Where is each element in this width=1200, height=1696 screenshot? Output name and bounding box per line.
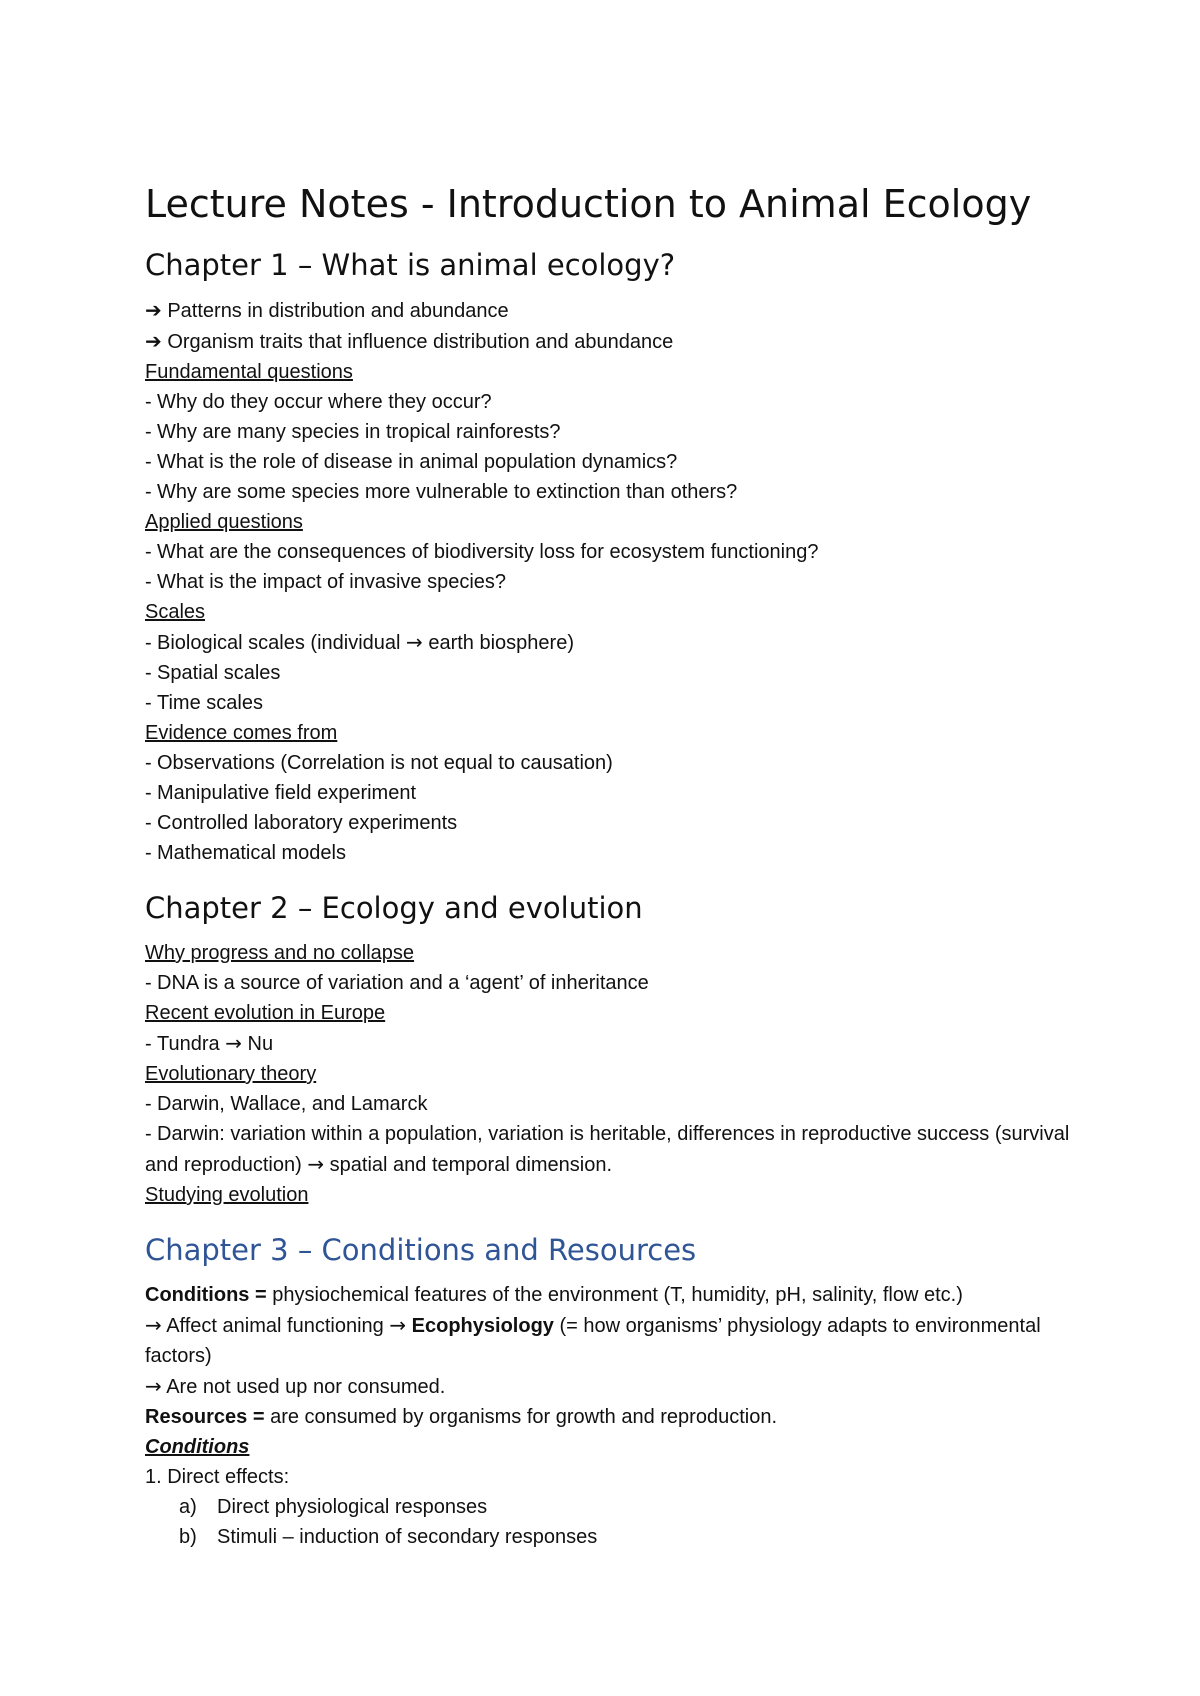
intro-line-1 [145,295,1105,326]
progress-heading: Why progress and no collapse [145,942,415,964]
dash-marker: - [145,481,152,503]
term: Resources = [145,1406,265,1428]
applied-questions-heading: Applied questions [145,511,303,533]
chapter-3-body [145,1280,1105,1552]
recent-evolution-heading: Recent evolution in Europe [145,1002,386,1024]
list-item-text: Nu [241,1033,274,1055]
direct-effects-line: 1. Direct effects: [145,1466,290,1488]
document-title: Lecture Notes - Introduction to Animal Ecology [145,182,1032,226]
list-item-text: Controlled laboratory experiments [157,812,458,834]
list-item [145,1522,1105,1552]
list-item-text: Biological scales (individual [157,632,407,654]
list-item-text: Spatial scales [157,662,281,684]
list-item [145,537,1105,567]
list-item [145,808,1105,838]
arrow-icon: → [225,1031,242,1055]
dash-marker: - [145,752,152,774]
list-item-text: earth biosphere) [422,632,574,654]
list-item-text: What is the role of disease in animal population dynamics? [157,451,678,473]
definition-text: are consumed by organisms for growth and reproduction. [264,1406,778,1428]
dash-marker: - [145,842,152,864]
list-item-text: Manipulative field experiment [157,782,417,804]
evidence-heading: Evidence comes from [145,722,338,744]
conditions-heading: Conditions [145,1436,250,1458]
dash-marker: - [145,421,152,443]
text: (= how organisms’ physiology adapts to environmental factors) [145,1315,1041,1367]
list-item [145,1119,1105,1180]
list-item [145,1028,1105,1059]
dash-marker: - [145,1123,152,1145]
scales-heading: Scales [145,601,206,623]
list-item-text: Observations (Correlation is not equal to causation) [157,752,613,774]
arrow-icon: → [145,1374,162,1398]
intro-text: Patterns in distribution and abundance [167,300,509,322]
chapter-3-title: Chapter 3 – Conditions and Resources [145,1233,697,1267]
text: Affect animal functioning [161,1315,390,1337]
dash-marker: - [145,692,152,714]
list-item-text: Darwin: variation within a population, variation is heritable, differences in reproductive success (survival and reproduction) [145,1123,1070,1176]
list-item [145,838,1105,868]
list-item [145,447,1105,477]
fundamental-questions-heading: Fundamental questions [145,361,353,383]
list-item-text: Stimuli – induction of secondary responses [217,1526,598,1548]
list-item [145,417,1105,447]
list-item [145,658,1105,688]
definition-text: physiochemical features of the environment (T, humidity, pH, salinity, flow etc.) [266,1284,963,1306]
list-item-text: Why are some species more vulnerable to extinction than others? [157,481,738,503]
dash-marker: - [145,571,152,593]
list-item [145,968,1105,998]
chapter-1-title: Chapter 1 – What is animal ecology? [145,248,676,282]
dash-marker: - [145,391,152,413]
dash-marker: - [145,1093,152,1115]
dash-marker: - [145,1033,152,1055]
list-item-text: spatial and temporal dimension. [324,1154,613,1176]
dash-marker: - [145,451,152,473]
list-item [145,627,1105,658]
list-marker: b) [179,1526,197,1548]
list-item [145,748,1105,778]
list-item [145,387,1105,417]
list-item [145,567,1105,597]
list-item-text: DNA is a source of variation and a ‘agent’ of inheritance [157,972,649,994]
conditions-definition [145,1280,1105,1310]
list-item-text: Tundra [157,1033,226,1055]
list-item-text: Direct physiological responses [217,1496,488,1518]
intro-line-2 [145,326,1105,357]
term: Conditions = [145,1284,267,1306]
dash-marker: - [145,662,152,684]
list-item [145,477,1105,507]
studying-evolution-heading: Studying evolution [145,1184,309,1206]
intro-text: Organism traits that influence distribution and abundance [167,331,674,353]
dash-marker: - [145,972,152,994]
evolutionary-theory-heading: Evolutionary theory [145,1063,317,1085]
affect-line [145,1310,1105,1371]
list-item-text: Darwin, Wallace, and Lamarck [157,1093,428,1115]
list-item-text: Why do they occur where they occur? [157,391,492,413]
list-item [145,688,1105,718]
bold-arrow-icon: ➔ [145,329,162,353]
list-item-text: What is the impact of invasive species? [157,571,507,593]
arrow-icon: → [389,1313,407,1337]
term: Ecophysiology [411,1315,554,1337]
document-content [145,181,1105,1574]
list-item-text: What are the consequences of biodiversity loss for ecosystem functioning? [157,541,819,563]
list-marker: a) [179,1496,197,1518]
not-used-line [145,1371,1105,1402]
chapter-2-title: Chapter 2 – Ecology and evolution [145,891,643,925]
list-item-text: Why are many species in tropical rainforests? [157,421,561,443]
bold-arrow-icon: ➔ [145,298,162,322]
arrow-icon: → [406,630,423,654]
list-item-text: Mathematical models [157,842,346,864]
arrow-icon: → [145,1313,162,1337]
text: Are not used up nor consumed. [161,1376,446,1398]
chapter-1-body [145,295,1105,868]
list-item [145,1089,1105,1119]
list-item-text: Time scales [157,692,263,714]
dash-marker: - [145,541,152,563]
list-item [145,1492,1105,1522]
arrow-icon: → [307,1152,325,1176]
dash-marker: - [145,782,152,804]
dash-marker: - [145,812,152,834]
list-item [145,778,1105,808]
chapter-2-body [145,938,1105,1210]
resources-definition [145,1402,1105,1432]
dash-marker: - [145,632,152,654]
